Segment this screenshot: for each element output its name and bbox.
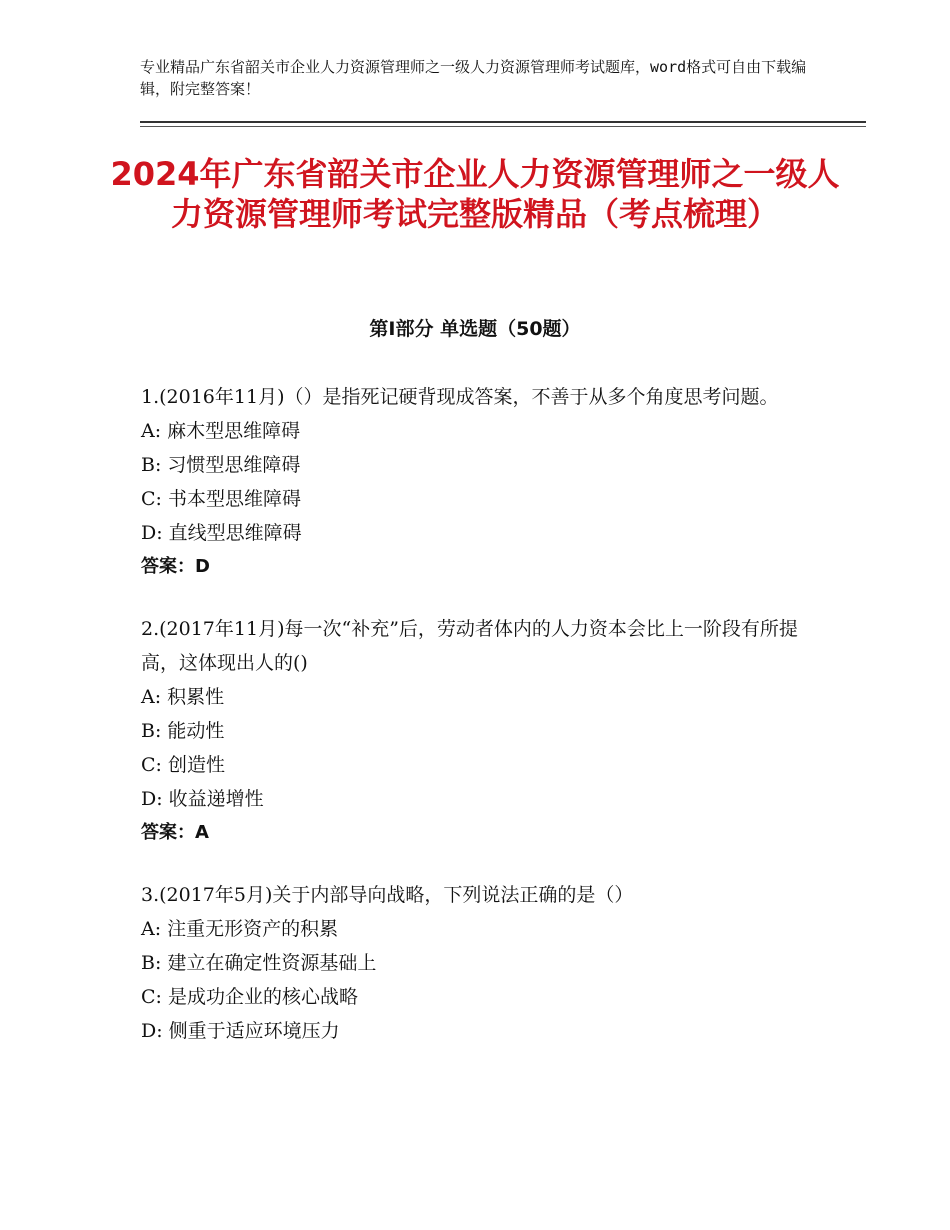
option-c: C: 书本型思维障碍 bbox=[141, 488, 301, 510]
option-b: B: 习惯型思维障碍 bbox=[141, 454, 301, 476]
option-d: D: 直线型思维障碍 bbox=[141, 522, 302, 544]
option-a: A: 注重无形资产的积累 bbox=[141, 918, 339, 940]
question-stem: 2.(2017年11月)每一次“补充”后，劳动者体内的人力资本会比上一阶段有所提高，这体现出人的() bbox=[141, 618, 798, 674]
question-stem: 3.(2017年5月)关于内部导向战略，下列说法正确的是（） bbox=[141, 884, 634, 906]
option-a: A: 积累性 bbox=[141, 686, 225, 708]
question-stem: 1.(2016年11月)（）是指死记硬背现成答案，不善于从多个角度思考问题。 bbox=[141, 386, 779, 408]
option-b: B: 建立在确定性资源基础上 bbox=[141, 952, 377, 974]
document-title: 2024年广东省韶关市企业人力资源管理师之一级人力资源管理师考试完整版精品（考点梳理） bbox=[110, 155, 840, 233]
header-divider-thin bbox=[140, 126, 866, 127]
question-3 bbox=[141, 878, 821, 1048]
option-c: C: 是成功企业的核心战略 bbox=[141, 986, 358, 1008]
option-c: C: 创造性 bbox=[141, 754, 225, 776]
question-list bbox=[141, 380, 821, 1076]
header-note: 专业精品广东省韶关市企业人力资源管理师之一级人力资源管理师考试题库，word格式可自由下载编辑，附完整答案！ bbox=[140, 58, 807, 98]
question-2 bbox=[141, 612, 821, 850]
header-divider-thick bbox=[140, 121, 866, 123]
option-a: A: 麻木型思维障碍 bbox=[141, 420, 301, 442]
section-title: 第Ⅰ部分 单选题（50题） bbox=[369, 318, 581, 340]
option-d: D: 侧重于适应环境压力 bbox=[141, 1020, 340, 1042]
option-b: B: 能动性 bbox=[141, 720, 225, 742]
answer: 答案：A bbox=[141, 822, 209, 843]
answer: 答案：D bbox=[141, 556, 210, 577]
option-d: D: 收益递增性 bbox=[141, 788, 264, 810]
question-1 bbox=[141, 380, 821, 584]
